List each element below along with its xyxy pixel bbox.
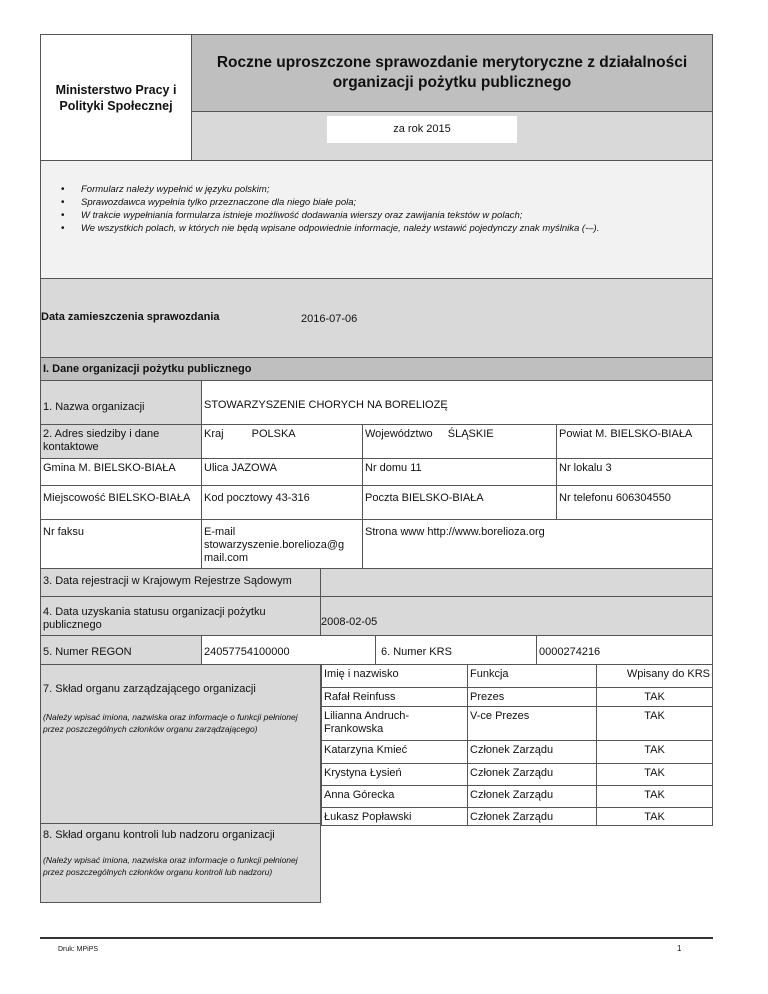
fax-cell[interactable]: Nr faksu <box>40 519 202 569</box>
street-cell[interactable]: Ulica JAZOWA <box>201 458 363 486</box>
board-cell[interactable]: TAK <box>596 706 713 742</box>
board-cell[interactable]: Członek Zarządu <box>467 785 597 809</box>
regon-value[interactable]: 24057754100000 <box>201 635 376 665</box>
board-cell[interactable]: Lilianna Andruch-Frankowska <box>321 706 468 742</box>
country-label: Kraj <box>204 428 224 440</box>
board-cell[interactable]: Członek Zarządu <box>467 763 597 787</box>
email-label: E-mail <box>204 526 236 538</box>
board-cell[interactable]: Katarzyna Kmieć <box>321 740 468 765</box>
board-header-cell: Funkcja <box>467 664 597 689</box>
country-cell[interactable] <box>201 424 363 459</box>
board-label-cell <box>40 664 321 824</box>
krs-value[interactable]: 0000274216 <box>536 635 713 665</box>
house-number-cell[interactable]: Nr domu 11 <box>362 458 557 486</box>
address-label: 2. Adres siedziby i dane kontaktowe <box>40 424 202 459</box>
municipality-cell[interactable]: Gmina M. BIELSKO-BIAŁA <box>40 458 202 486</box>
country-value: POLSKA <box>251 428 296 440</box>
city-cell[interactable]: Miejscowość BIELSKO-BIAŁA <box>40 485 202 520</box>
board-label: 7. Skład organu zarządzającego organizacji <box>43 683 256 695</box>
board-cell[interactable]: Członek Zarządu <box>467 807 597 826</box>
control-note: (Należy wpisać imiona, nazwiska oraz informacje o funkcji pełnionej przez poszczególnych członków organu kontroli lub nadzoru) <box>43 855 298 877</box>
board-cell[interactable]: TAK <box>596 785 713 809</box>
instruction-item: • We wszystkich polach, w których nie będą wpisane odpowiednie informacje, należy wstawić pojedynczy znak myślnika (-–). <box>81 222 712 235</box>
board-cell[interactable]: Łukasz Popławski <box>321 807 468 826</box>
board-cell[interactable]: TAK <box>596 807 713 826</box>
print-label: Druk: MPiPS <box>58 946 99 953</box>
post-office-cell[interactable]: Poczta BIELSKO-BIAŁA <box>362 485 557 520</box>
report-date-value[interactable]: 2016-07-06 <box>301 313 358 325</box>
status-label: 4. Data uzyskania statusu organizacji pożytku publicznego <box>40 596 321 636</box>
instruction-item: • Formularz należy wypełnić w języku polskim; <box>81 183 712 196</box>
form-title: Roczne uproszczone sprawozdanie merytoryczne z działalności organizacji pożytku publicznego <box>216 54 688 91</box>
section1-title: I. Dane organizacji pożytku publicznego <box>40 357 713 381</box>
board-cell[interactable]: Członek Zarządu <box>467 740 597 765</box>
page-number: 1 <box>677 944 682 953</box>
board-cell[interactable]: TAK <box>596 740 713 765</box>
regon-label: 5. Numer REGON <box>40 635 202 665</box>
year-field[interactable]: za rok 2015 <box>327 116 517 143</box>
ministry-cell <box>40 34 192 161</box>
title-cell <box>191 34 713 112</box>
board-cell[interactable]: Krystyna Łysień <box>321 763 468 787</box>
board-cell[interactable]: Anna Górecka <box>321 785 468 809</box>
email-value-line1: stowarzyszenie.borelioza@g <box>204 539 345 551</box>
voivodeship-value: ŚLĄSKIE <box>447 428 494 440</box>
phone-cell[interactable]: Nr telefonu 606304550 <box>556 485 713 520</box>
voivodeship-cell[interactable] <box>362 424 557 459</box>
board-header-cell: Wpisany do KRS <box>596 664 713 689</box>
board-cell[interactable]: TAK <box>596 763 713 787</box>
krs-registration-label: 3. Data rejestracji w Krajowym Rejestrze Sądowym <box>40 568 321 597</box>
instruction-item: • W trakcie wypełniania formularza istnieje możliwość dodawania wierszy oraz zawijania tekstów w polach; <box>81 209 712 222</box>
org-name-value[interactable]: STOWARZYSZENIE CHORYCH NA BORELIOZĘ <box>201 380 713 425</box>
instruction-item: • Sprawozdawca wypełnia tylko przeznaczone dla niego białe pola; <box>81 196 712 209</box>
instructions-list <box>41 183 712 235</box>
apartment-number-cell[interactable]: Nr lokalu 3 <box>556 458 713 486</box>
voivodeship-label: Województwo <box>365 428 433 440</box>
footer-divider <box>40 937 713 939</box>
org-name-label: 1. Nazwa organizacji <box>40 380 202 425</box>
control-label-cell <box>40 823 321 903</box>
county-cell[interactable]: Powiat M. BIELSKO-BIAŁA <box>556 424 713 459</box>
email-value-line2: mail.com <box>204 552 249 564</box>
krs-label: 6. Numer KRS <box>375 635 537 665</box>
board-header-cell: Imię i nazwisko <box>321 664 468 689</box>
email-cell[interactable] <box>201 519 363 569</box>
board-cell[interactable]: V-ce Prezes <box>467 706 597 742</box>
report-date-row <box>40 278 713 358</box>
control-label: 8. Skład organu kontroli lub nadzoru organizacji <box>43 829 275 841</box>
website-cell[interactable]: Strona www http://www.borelioza.org <box>362 519 713 569</box>
instructions-box <box>40 160 713 279</box>
status-value[interactable]: 2008-02-05 <box>320 596 713 636</box>
board-cell[interactable]: Prezes <box>467 687 597 708</box>
board-cell[interactable]: TAK <box>596 687 713 708</box>
ministry-name: Ministerstwo Pracy i Polityki Społecznej <box>55 82 177 113</box>
board-note: (Należy wpisać imiona, nazwiska oraz informacje o funkcji pełnionej przez poszczególnych członków organu zarządzającego) <box>43 712 298 734</box>
postal-code-cell[interactable]: Kod pocztowy 43-316 <box>201 485 363 520</box>
report-date-label: Data zamieszczenia sprawozdania <box>41 311 220 323</box>
krs-registration-value[interactable] <box>320 568 713 597</box>
board-cell[interactable]: Rafał Reinfuss <box>321 687 468 708</box>
